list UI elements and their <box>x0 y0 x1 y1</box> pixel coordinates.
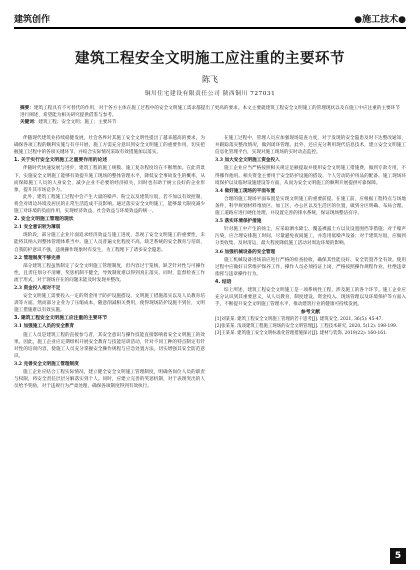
body-paragraph: 部分建筑工程虽然制定了安全文明施工管理制度，但内容过于笼统，缺乏针对性与可操作性，且责任划分不清晰，奖惩机制不健全，导致制度难以得到真正落实。同时，监督检查工作流于形式，对于现场存在的问题未能及时发现并整改。 <box>14 263 205 283</box>
body-paragraph: 合理的施工现场平面布置是实现文明施工的重要前提。在施工前，应根据工程特点与场地条件，科学规划材料堆放区、加工区、办公区以及生活区的位置，做到分区明确、布局合理。施工道路应进行硬化处理，并设置完善的排水系统，保证现场整洁有序。 <box>215 196 406 217</box>
right-column-body <box>215 135 406 316</box>
subsection-heading: 3.1 加强施工人员的安全教育 <box>14 324 75 330</box>
body-columns <box>14 135 406 390</box>
section-tag: ●施工技术● <box>354 15 406 25</box>
left-column <box>14 135 205 390</box>
body-paragraph: 安全文明施工需要投入一定的资金用于防护设施搭设、文明施工措施落实以及人员教育培训等方面。然而部分企业为了压缩成本，随意削减相关费用，使得现场防护设施不到位，文明施工措施难以有效实施。 <box>14 294 205 314</box>
subsection-heading: 3.5 落实环境保护措施 <box>215 219 262 225</box>
reference-item: [3]王某某. 建筑施工安全文明标准化管理措施探讨[J]. 建材与装饰, 2019(22): 160-161. <box>215 330 388 336</box>
subsection-heading: 3.4 做好施工现场的平面布置 <box>215 188 276 194</box>
body-paragraph: 伴随时代快速发展与进步，建筑工程的施工规模、施工复杂程度均在不断增加。在此背景下，实施安全文明施工能够有效提升施工现场的整体管理水平，降低安全事故发生的概率，从而保障施工人员的人身安全，减少企业不必要的经济损失，同时也有助于树立良好的企业形象，提升其市场竞争力。 <box>14 166 205 193</box>
page-number: 5 <box>390 548 406 564</box>
subsection-heading: 2.1 安全意识较为薄弱 <box>14 225 61 231</box>
body-paragraph: 此外，建筑工程施工过程中会产生大量的噪声、粉尘以及建筑垃圾，若不加以有效控制，将会对周边环境及居民的正常生活造成不良影响。通过落实安全文明施工，能够最大限度减少施工对环境的负面作用，实现经济效益、社会效益与环境效益的统一。 <box>14 194 205 215</box>
author-affiliation: 铜川住宅建设有限责任公司 陕西铜川 727031 <box>144 90 276 97</box>
section-heading: 4. 结语 <box>215 279 232 285</box>
reference-item: [2]张某某. 浅谈建筑工程施工现场的安全文明管理[J]. 工程技术研究, 2020, 5(12): 198-199. <box>215 324 398 330</box>
body-paragraph: 施工企业应当严格按照相关规定足额提取并使用安全文明施工措施费，做到专款专用，不得挪作他用。相关资金主要用于安全防护设施的搭设、个人劳动防护用品的配备、施工现场环境保护以及临时设施建设等方面，从而为安全文明施工的顺利开展提供可靠保障。 <box>215 166 406 186</box>
subsection-heading: 3.3 加大安全文明施工资金投入 <box>215 158 280 164</box>
abstract-label: 摘要： <box>20 105 34 111</box>
abstract-text: 建筑工程具有不可替代的作用，对于各方主体在施工过程中的安全文明施工需求都提出了更高的要求。本文主要就建筑工程安全文明施工的管理现状以及在施工中应注重的主要环节进行阐述，希望能为相关研究提供借鉴与参考。 <box>20 105 400 118</box>
section-heading: 1. 关于实行安全文明施工之重要作用的论述 <box>14 158 108 164</box>
section-heading: 3. 建筑工程安全文明施工应注重的主要环节 <box>14 316 108 322</box>
references-list <box>215 317 406 337</box>
section-heading: 2. 安全文明施工管理的现状 <box>14 217 74 223</box>
references-heading: 参考文献 <box>300 310 321 316</box>
subsection-heading: 2.2 管理制度不够完善 <box>14 255 61 261</box>
abstract <box>14 105 406 119</box>
keywords <box>14 119 406 126</box>
reference-item: [1]刘某某. 建筑工程安全文明施工管理的若干思考[J]. 建筑安全, 2021, 36(5): 45-47. <box>215 317 383 323</box>
body-paragraph: 综上所述，建筑工程安全文明施工是一项系统性工程，涉及施工的各个环节。施工企业应充分认识到其重要意义，从人员教育、制度建设、资金投入、现场管理以及环境保护等方面入手，不断提升安全文明施工管理水平，推动建筑行业的健康可持续发展。 <box>215 287 406 308</box>
author-name: 陈飞 <box>202 74 218 84</box>
subsection-heading: 3.2 完善安全文明施工管理制度 <box>14 361 79 367</box>
body-paragraph: 在施工过程中，管理人员应加强现场巡查力度，对于发现的安全隐患及时下达整改通知，并跟踪落实整改情况，做到闭环管理。此外，还应充分利用现代信息技术，建立安全文明施工信息化管理平台，实现对施工现场的实时动态监控。 <box>215 136 406 156</box>
keywords-text: 建筑工程；安全文明；施工；主要环节 <box>38 119 117 125</box>
right-column <box>215 135 406 390</box>
body-paragraph: 施工机械设备进场前应进行严格的检查验收，确保其性能良好、安全装置齐全有效。使用过程中应做好日常维护保养工作，操作人员必须持证上岗，严格按照操作规程作业，杜绝违章指挥与违章操作行为。 <box>215 257 406 277</box>
body-paragraph: 施工人员是建筑工程的直接参与者，其安全意识与操作技能直接影响着安全文明施工的效果。因此，施工企业应定期组织开展安全教育与技能培训活动，针对不同工种的特点制定有针对性的培训内容，使施工人员充分掌握安全操作规程与应急处置方法，切实增强其安全防范意识。 <box>14 332 205 359</box>
body-paragraph: 现阶段，部分施工企业片面追求经济效益与施工进度，忽视了安全文明施工的重要性，未能将其纳入到整体管理体系当中。施工人员普遍文化程度不高，缺乏系统的安全教育与培训，自我防护意识不强，违规操作现象时有发生，为工程埋下了诸多安全隐患。 <box>14 233 205 253</box>
article-title: 建筑工程安全文明施工应注重的主要环节 <box>75 50 345 67</box>
body-paragraph: 伴随现代建筑业持续稳健发展，社会各界对其施工安全文明性提出了越来越高的要求，为确保各项工程的顺利实施与有序开展，施工方需充分意识到安全文明施工的重要作用，切实把握施工过程中的各项关键环节，并结合实际情况采取有效措施加以落实。 <box>14 136 205 156</box>
body-paragraph: 针对施工中产生的扬尘，应采取洒水降尘、覆盖裸露土方以及设置围挡等措施；对于噪声污染，应合理安排施工时间，尽量避免夜间施工，并选用低噪声设备；对于建筑垃圾，应做到分类收集、及时清运，最大程度降低施工活动对周边环境的影响。 <box>215 227 406 247</box>
journal-section-label: 建筑创作 <box>14 15 51 25</box>
keywords-label: 关键词： <box>20 119 39 125</box>
running-header <box>14 12 406 27</box>
subsection-heading: 2.3 资金投入相对不足 <box>14 285 61 291</box>
header-rule <box>14 27 406 29</box>
body-paragraph: 施工企业应结合工程实际情况，建立健全安全文明施工管理制度，明确各岗位人员的职责与权限，将安全责任层层分解落实到个人。同时，应建立完善的奖惩机制，对于表现突出的人员给予奖励，对于违规行为严肃处理，确保各项制度得到有效执行。 <box>14 370 205 390</box>
subsection-heading: 3.6 加强机械设备的安全管理 <box>215 249 276 255</box>
